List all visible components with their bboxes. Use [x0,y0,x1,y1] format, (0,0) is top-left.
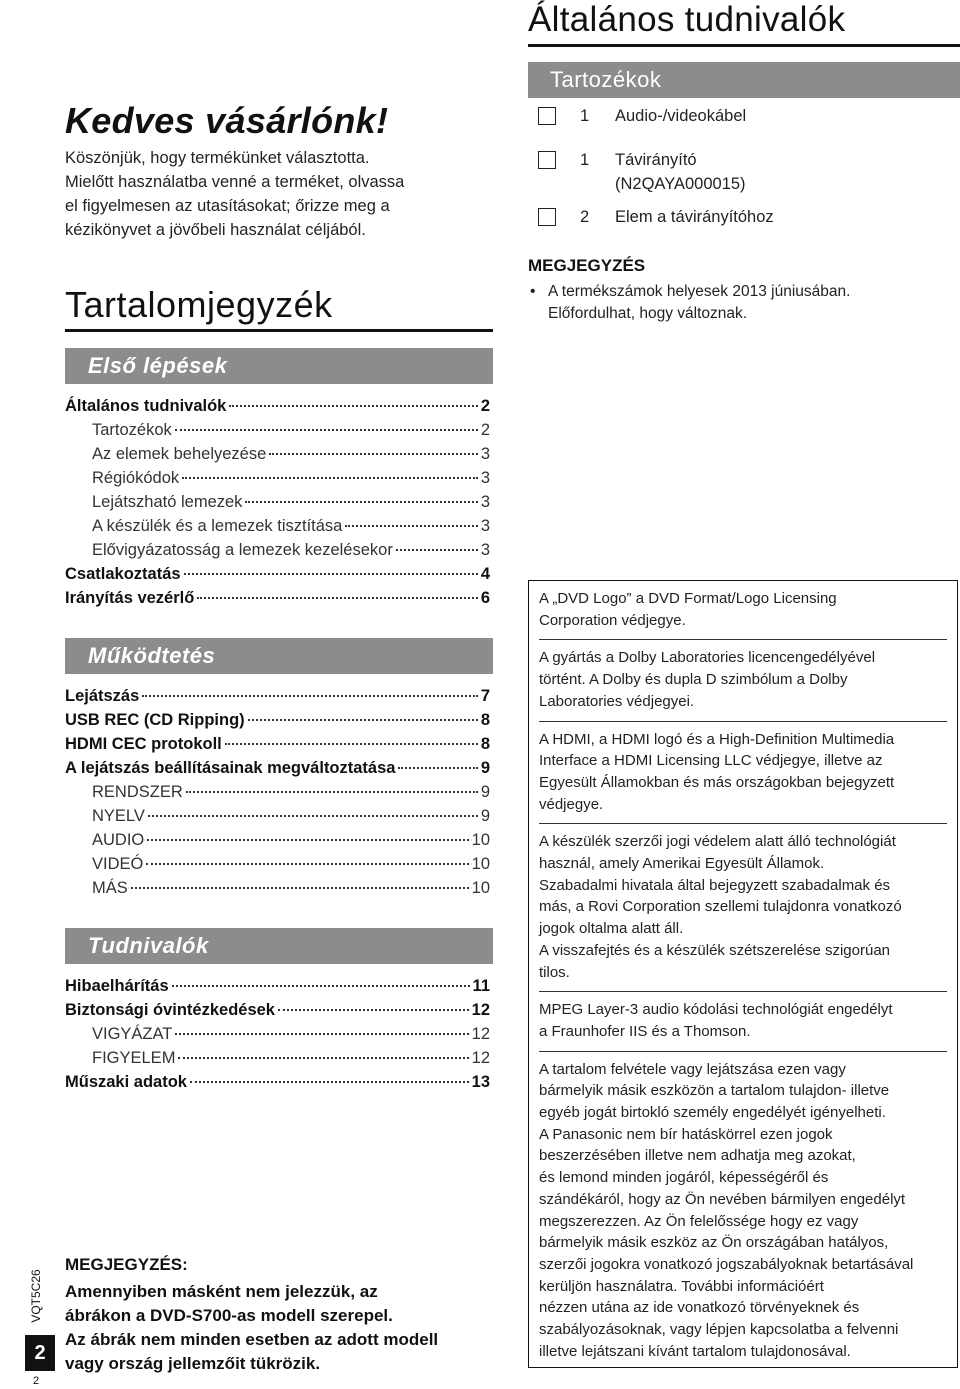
toc-entry [65,711,490,735]
toc-entry-label: Az elemek behelyezése [92,445,267,463]
page-number-small: 2 [33,1375,40,1387]
license-line: bármelyik másik eszközön a tartalom tulajdon- illetve [539,1082,890,1100]
toc-entry-label: A lejátszás beállításainak megváltoztatása [65,759,396,777]
toc-entry [65,397,490,421]
license-line: A „DVD Logo” a DVD Format/Logo Licensing [539,590,837,607]
welcome-line: el figyelmesen az utasításokat; őrizze meg a [65,197,390,215]
toc-entry-label: Műszaki adatok [65,1073,187,1091]
license-line: tilos. [539,963,570,981]
toc-entry-label: USB REC (CD Ripping) [65,711,245,729]
toc-entry [65,493,490,517]
toc-entry-label: Lejátszás [65,687,140,705]
toc-entry-label: Tartozékok [92,421,172,439]
accessory-item [538,205,774,229]
welcome-line: Mielőtt használatba venné a terméket, olvassa [65,173,405,191]
toc-entry [65,517,490,541]
toc-entry [65,687,490,711]
welcome-line: Köszönjük, hogy termékünket választotta. [65,149,370,167]
toc-entry [65,1049,490,1073]
toc-leader-dots [178,1057,468,1059]
toc-entry [65,469,490,493]
note-heading: MEGJEGYZÉS [528,256,646,275]
toc-entry-page: 3 [480,517,490,535]
toc-entry [65,879,490,903]
toc-entry [65,1025,490,1049]
checkbox-icon [538,151,556,169]
license-line: szerzői jogokra vonatkozó jogszabályoknak betartásával [539,1255,914,1273]
license-paragraph [539,581,947,640]
license-paragraph [539,1052,947,1371]
bottom-note-line: Amennyiben másként nem jelezzük, az [65,1282,378,1301]
accessories-header: Tartozékok [528,62,960,98]
toc-entry-page: 11 [472,977,490,995]
toc-entry-label: Lejátszható lemezek [92,493,243,511]
toc-list [65,687,490,903]
toc-entry-page: 12 [471,1049,490,1067]
toc-leader-dots [175,1033,468,1035]
license-line: bármelyik másik eszköz az Ön országában hatályos, [539,1234,889,1252]
license-line: Szabadalmi hivatala által bejegyzett szabadalmak és [539,876,891,894]
welcome-line: kézikönyvet a jövőbeli használat céljából. [65,221,366,239]
toc-entry [65,807,490,831]
license-line: Laboratories védjegyei. [539,692,695,710]
toc-leader-dots [175,429,478,431]
license-line: A HDMI, a HDMI logó és a High-Definition Multimedia [539,730,895,748]
toc-entry-page: 9 [480,783,490,801]
toc-leader-dots [398,767,477,769]
toc-leader-dots [248,719,478,721]
toc-section-header: Első lépések [65,348,493,384]
doc-code [26,1265,46,1327]
toc-section-header: Tudnivalók [65,928,493,964]
welcome-title: Kedves vásárlónk! [65,100,389,141]
toc-entry-page: 7 [480,687,490,705]
checkbox-icon [538,208,556,226]
toc-entry-page: 10 [471,855,490,873]
welcome-text [65,146,485,242]
toc-entry-page: 10 [471,879,490,897]
toc-entry-page: 2 [480,397,490,415]
license-line: MPEG Layer-3 audio kódolási technológiát engedélyt [539,1001,893,1019]
license-line: szándékáról, hogy az Ön nevében bármilyen engedélyt [539,1190,906,1208]
accessory-line: Távirányító [615,151,697,169]
license-line: kerüljön használatra. További információért [539,1277,824,1295]
toc-leader-dots [197,597,477,599]
toc-leader-dots [184,573,478,575]
toc-entry-label: A készülék és a lemezek tisztítása [92,517,343,535]
toc-entry-page: 8 [480,735,490,753]
license-line: történt. A Dolby és dupla D szimbólum a Dolby [539,671,848,689]
license-line: A gyártás a Dolby Laboratories licencengedélyével [539,649,876,667]
toc-entry [65,565,490,589]
page-number-badge: 2 [25,1335,55,1371]
toc-leader-dots [278,1009,469,1011]
bottom-note-line: ábrákon a DVD-S700-as modell szerepel. [65,1306,393,1325]
license-line: a Fraunhofer IIS és a Thomson. [539,1022,751,1040]
toc-entry-page: 9 [480,807,490,825]
toc-entry-page: 13 [471,1073,490,1091]
license-line: használ, amely Amerikai Egyesült Államok. [539,855,825,873]
toc-entry-label: VIDEÓ [92,855,144,873]
bottom-note-line: vagy ország jellemzőit tükrözik. [65,1354,321,1373]
toc-entry-label: RENDSZER [92,783,183,801]
license-line: Egyesült Államokban és más országokban bejegyzett [539,773,895,791]
license-paragraph [539,640,947,721]
toc-entry-page: 8 [480,711,490,729]
license-line: illetve lejátszani kívánt tartalom tulajdonosával. [539,1342,851,1360]
license-line: jogok oltalma alatt áll. [539,920,684,938]
toc-leader-dots [245,501,477,503]
note-line: A termékszámok helyesek 2013 júniusában. [548,283,851,300]
bullet-icon: • [530,283,536,300]
license-line: A Panasonic nem bír hatáskörrel ezen jogok [539,1125,833,1143]
toc-entry-label: Hibaelhárítás [65,977,169,995]
toc-entry-label: AUDIO [92,831,145,849]
toc-entry [65,1001,490,1025]
toc-entry-page: 6 [480,589,490,607]
toc-entry-label: MÁS [92,879,128,897]
toc-entry-page: 9 [480,759,490,777]
bottom-note-text [65,1280,505,1376]
license-line: Interface a HDMI Licensing LLC védjegye, illetve az [539,752,883,770]
toc-leader-dots [396,549,478,551]
license-line: más, a Rovi Corporation szellemi tulajdonra vonatkozó [539,898,902,916]
toc-leader-dots [147,839,468,841]
license-line: A visszafejtés és a készülék szétszerelése szigorúan [539,941,890,959]
toc-entry-page: 3 [480,541,490,559]
license-line: A tartalom felvétele vagy lejátszása ezen vagy [539,1060,846,1078]
toc-entry-label: FIGYELEM [92,1049,176,1067]
toc-entry-label: Elővigyázatosság a lemezek kezelésekor [92,541,393,559]
toc-title: Tartalomjegyzék [65,284,493,332]
toc-leader-dots [225,743,478,745]
accessory-line: (N2QAYA000015) [615,175,746,193]
toc-entry [65,783,490,807]
license-line: szabályozásoknak, vagy lépjen kapcsolatba a felvenni [539,1321,899,1339]
note-item [530,281,850,325]
toc-entry-label: Irányítás vezérlő [65,589,195,607]
toc-section-header: Működtetés [65,638,493,674]
toc-entry-page: 12 [471,1025,490,1043]
doc-code-text: VQT5C26 [29,1269,43,1323]
toc-leader-dots [131,887,469,889]
toc-entry-label: Biztonsági óvintézkedések [65,1001,275,1019]
toc-entry [65,541,490,565]
accessory-line: Elem a távirányítóhoz [615,208,774,226]
accessory-qty: 1 [580,107,590,125]
toc-entry-page: 12 [471,1001,490,1019]
accessory-line: Audio-/videokábel [615,107,747,125]
toc-leader-dots [345,525,477,527]
license-line: megszerezzen. Az Ön felelőssége hogy ez vagy [539,1212,859,1230]
license-line: egyéb jogát birtokló személy engedélyét igényelheti. [539,1104,886,1122]
toc-entry [65,831,490,855]
accessory-label [615,104,746,128]
page-title: Általános tudnivalók [528,0,960,47]
toc-leader-dots [142,695,478,697]
toc-list [65,977,490,1097]
toc-entry [65,421,490,445]
accessory-qty: 1 [580,151,590,169]
toc-entry-label: VIGYÁZAT [92,1025,173,1043]
license-line: nézzen utána az ide vonatkozó törvényeknek és [539,1299,860,1317]
license-line: beszerzésében illetve nem adhatja meg azokat, [539,1147,856,1165]
license-line: Corporation védjegye. [539,611,686,629]
toc-leader-dots [269,453,478,455]
accessory-item [538,104,746,128]
toc-leader-dots [182,477,478,479]
toc-entry [65,735,490,759]
license-line: védjegye. [539,795,604,813]
toc-entry-label: HDMI CEC protokoll [65,735,222,753]
toc-entry-label: NYELV [92,807,145,825]
toc-entry-page: 2 [480,421,490,439]
toc-entry [65,1073,490,1097]
toc-entry [65,759,490,783]
toc-leader-dots [148,815,478,817]
toc-entry-label: Csatlakoztatás [65,565,181,583]
checkbox-icon [538,107,556,125]
toc-entry-label: Régiókódok [92,469,180,487]
toc-entry-page: 3 [480,469,490,487]
toc-leader-dots [190,1081,469,1083]
toc-entry-label: Általános tudnivalók [65,397,227,415]
toc-list [65,397,490,613]
toc-leader-dots [229,405,477,407]
bottom-note-heading: MEGJEGYZÉS: [65,1255,188,1274]
toc-entry-page: 4 [480,565,490,583]
license-paragraph [539,992,947,1051]
toc-entry-page: 3 [480,493,490,511]
toc-entry-page: 3 [480,445,490,463]
toc-leader-dots [146,863,468,865]
bottom-note-line: Az ábrák nem minden esetben az adott modell [65,1330,439,1349]
license-paragraph [539,722,947,825]
note-line: Előfordulhat, hogy változnak. [548,305,748,322]
license-line: és lemond minden jogáról, képességéről és [539,1169,829,1187]
accessory-label [615,205,774,229]
toc-entry [65,977,490,1001]
toc-leader-dots [172,985,470,987]
toc-entry [65,445,490,469]
toc-leader-dots [186,791,478,793]
accessory-qty: 2 [580,208,590,226]
toc-entry [65,589,490,613]
license-notices-box [528,580,958,1368]
license-line: A készülék szerzői jogi védelem alatt álló technológiát [539,833,896,851]
accessory-label [615,148,746,196]
accessory-item [538,148,746,196]
toc-entry-page: 10 [471,831,490,849]
license-paragraph [539,824,947,992]
toc-entry [65,855,490,879]
